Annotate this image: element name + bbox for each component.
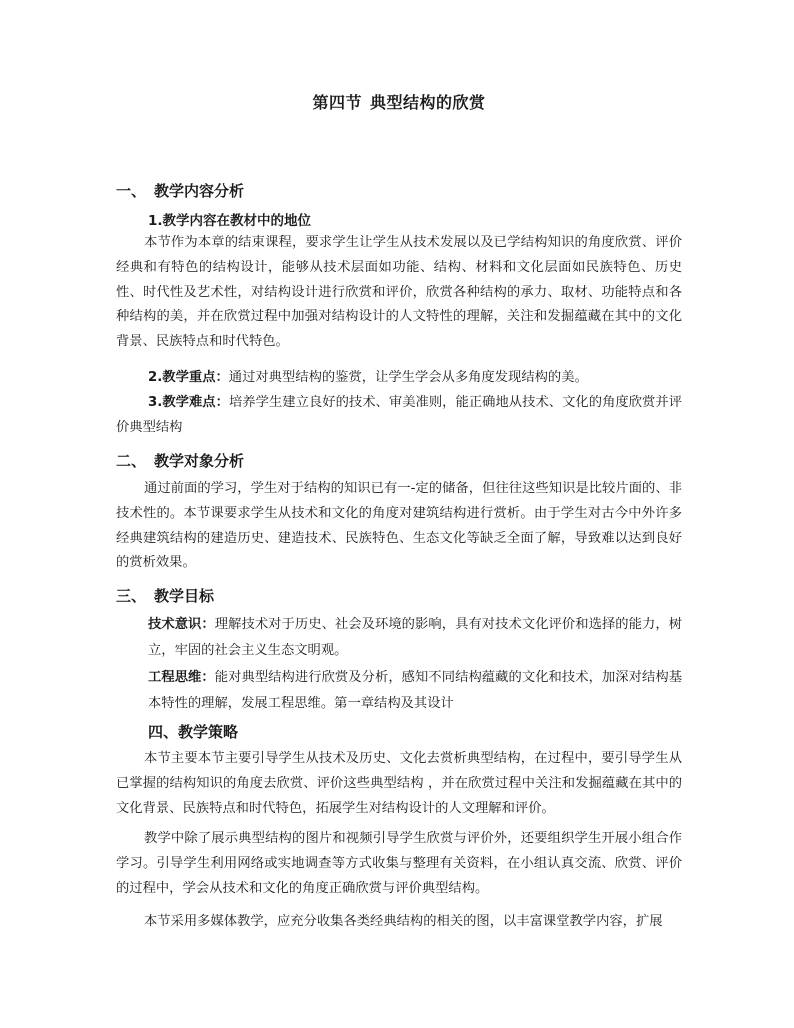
objective-label: 技术意识： bbox=[148, 617, 215, 632]
section-number: 二、 bbox=[116, 452, 147, 470]
title-section: 第四节 bbox=[312, 93, 362, 112]
objective-text: 能对典型结构进行欣赏及分析，感知不同结构蕴藏的文化和技术，加深对结构基本特性的理解，发展工程思维。第一章结构及其设计 bbox=[148, 670, 683, 711]
section-heading-student-analysis bbox=[116, 450, 244, 471]
section-heading-content-analysis bbox=[116, 180, 244, 201]
teaching-difficulty bbox=[116, 391, 682, 441]
paragraph-content-analysis: 本节作为本章的结束课程，要求学生让学生从技术发展以及已学结构知识的角度欣赏、评价经典和有特色的结构设计，能够从技术层面如功能、结构、材料和文化层面如民族特色、历史性、时代性及艺术性，对结构设计进行欣赏和评价，欣赏各种结构的承力、取材、功能特点和各种结构的美，并在欣赏过程中加强对结构设计的人文特性的理解，关注和发掘蕴藏在其中的文化背景、民族特点和时代特色。 bbox=[116, 235, 682, 350]
paragraph-strategy-3: 本节采用多媒体教学，应充分收集各类经典结构的相关的图，以丰富课堂教学内容，扩展 bbox=[144, 914, 663, 929]
teaching-key-point bbox=[116, 366, 682, 391]
section-number: 一、 bbox=[116, 182, 147, 200]
difficulty-text: 培养学生建立良好的技术、审美准则，能正确地从技术、文化的角度欣赏并评价典型结构 bbox=[116, 395, 683, 435]
section-heading-text: 教学对象分析 bbox=[154, 452, 245, 470]
objective-tech-awareness bbox=[148, 612, 682, 664]
paragraph-strategy-1: 本节主要本节主要引导学生从技术及历史、文化去赏析典型结构，在过程中，要引导学生从已掌握的结构知识的角度去欣赏、评价这些典型结构 ，并在欣赏过程中关注和发掘蕴藏在其中的文化背景、民族特点和时代特色，拓展学生对结构设计的人文理解和评价。 bbox=[116, 751, 682, 816]
section-heading-text: 教学内容分析 bbox=[154, 182, 245, 200]
paragraph-strategy-2: 教学中除了展示典型结构的图片和视频引导学生欣赏与评价外，还要组织学生开展小组合作学习。引导学生利用网络或实地调查等方式收集与整理有关资料，在小组认真交流、欣赏、评价的过程中，学会从技术和文化的角度正确欣赏与评价典型结构。 bbox=[116, 831, 682, 896]
key-point-text: 通过对典型结构的鉴赏，让学生学会从多角度发现结构的美。 bbox=[228, 370, 588, 385]
difficulty-label: 3.教学难点： bbox=[148, 395, 229, 410]
title-name: 典型结构的欣赏 bbox=[370, 93, 486, 112]
key-point-label: 2.教学重点： bbox=[148, 370, 229, 385]
objective-engineering-thinking bbox=[148, 665, 682, 717]
objective-text: 理解技术对于历史、社会及环境的影响，具有对技术文化评价和选择的能力，树立，牢固的社会主义生态文明观。 bbox=[148, 617, 683, 658]
paragraph-student-analysis: 通过前面的学习，学生对于结构的知识已有一-定的储备，但往往这些知识是比较片面的、非技术性的。本节课要求学生从技术和文化的角度对建筑结构进行赏析。由于学生对古今中外许多经典建筑结构的建造历史、建造技术、民族特色、生态文化等缺乏全面了解，导致难以达到良好的赏析效果。 bbox=[116, 481, 682, 571]
section-heading-text: 教学目标 bbox=[154, 587, 215, 605]
section-heading-objectives bbox=[116, 585, 214, 606]
subheading-textbook-position: 1.教学内容在教材中的地位 bbox=[148, 213, 312, 229]
page-title bbox=[116, 90, 682, 113]
objective-label: 工程思维： bbox=[148, 670, 215, 685]
section-number: 三、 bbox=[116, 587, 147, 605]
section-heading-strategy: 四、教学策略 bbox=[148, 723, 239, 741]
